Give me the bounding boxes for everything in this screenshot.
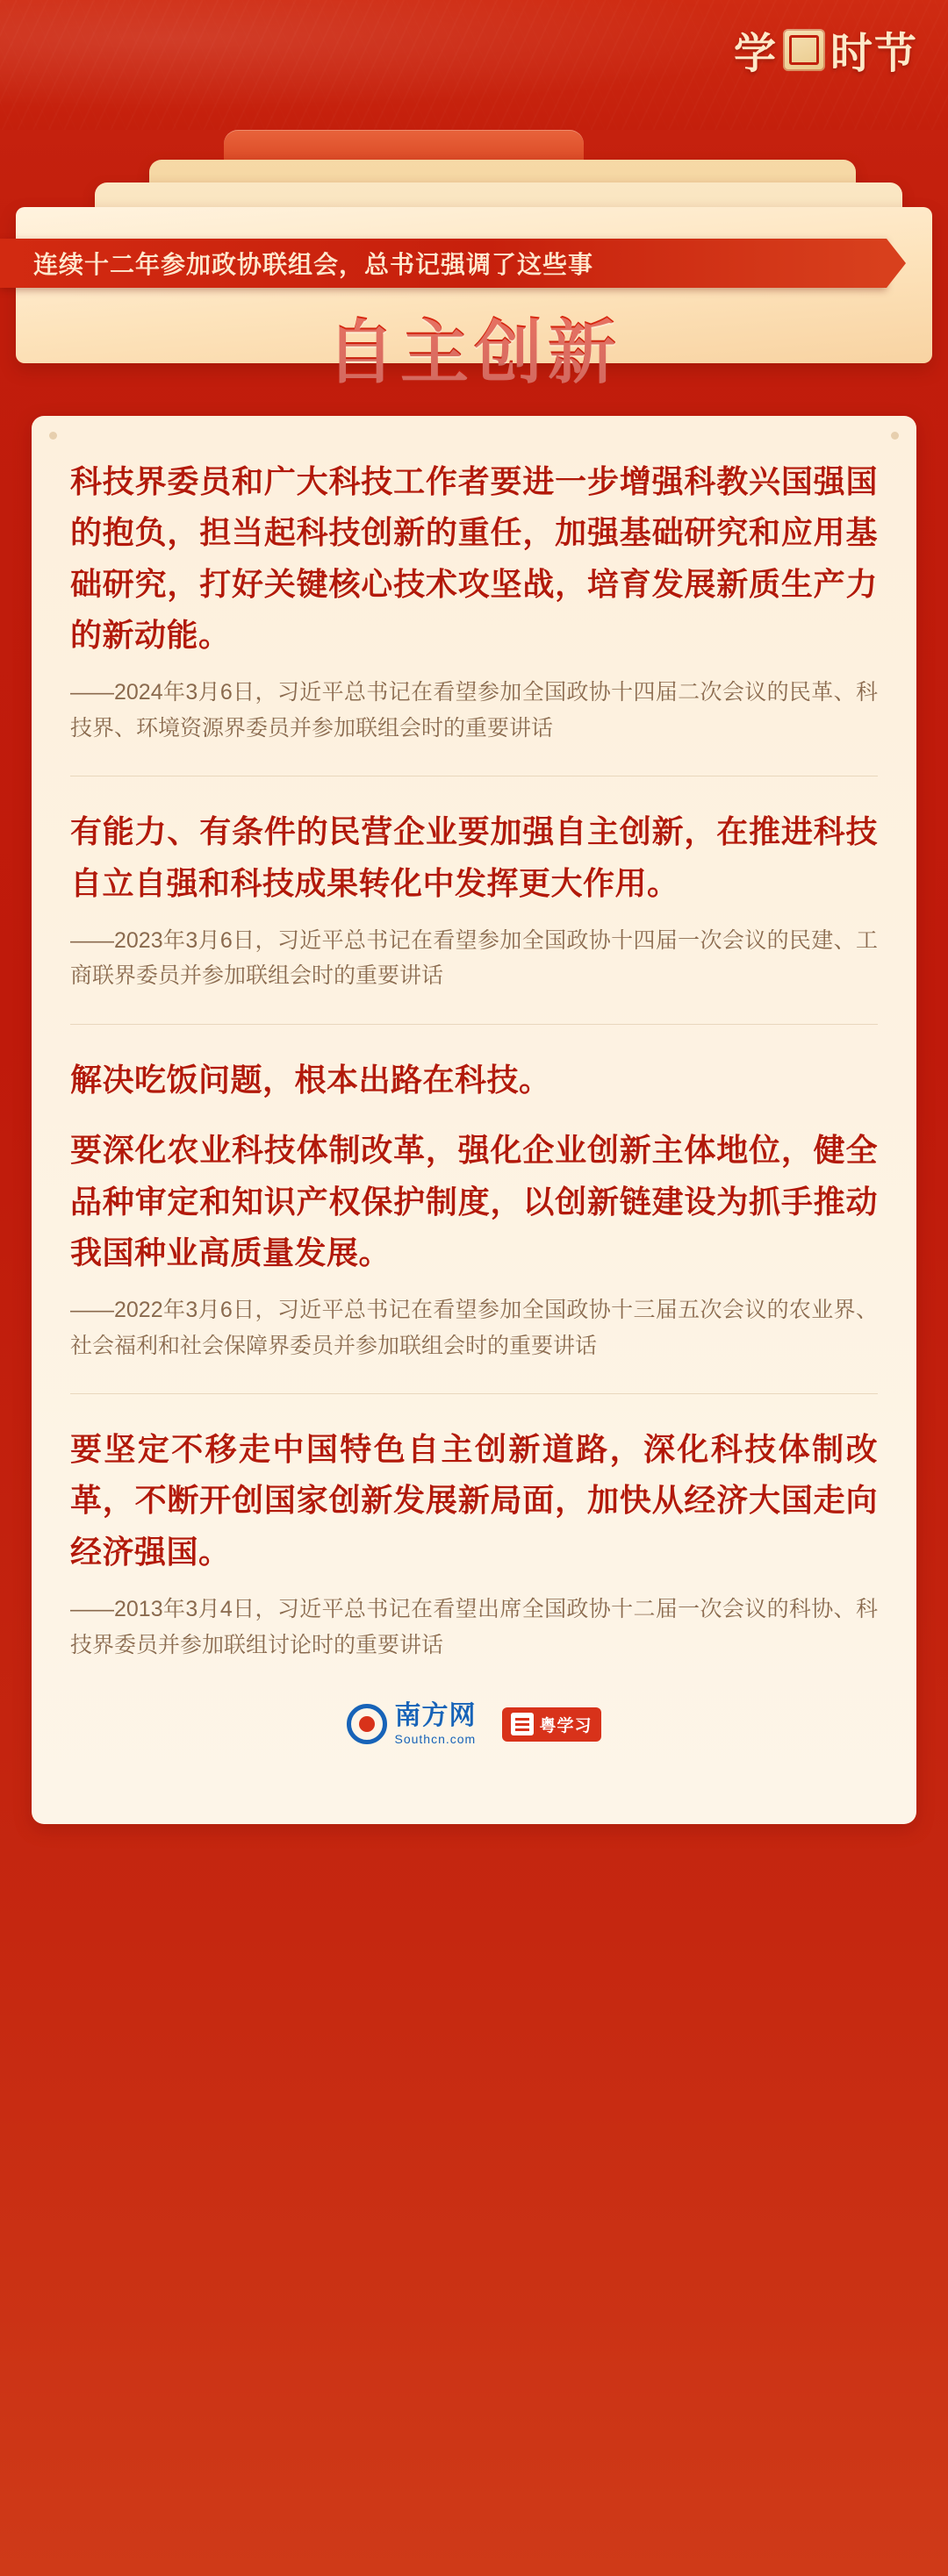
footer-logos bbox=[70, 1663, 878, 1789]
content-wrapper bbox=[0, 393, 948, 1824]
quote-text: 要深化农业科技体制改革，强化企业创新主体地位，健全品种审定和知识产权保护制度，以创新链建设为抓手推动我国种业高质量发展。 bbox=[70, 1132, 878, 1270]
southcn-wordmark bbox=[394, 1703, 476, 1745]
quote-block bbox=[70, 456, 878, 746]
quote-block bbox=[70, 776, 878, 994]
seal-icon bbox=[783, 29, 825, 71]
brand-text-left: 学 bbox=[733, 31, 778, 77]
yuexuexi-logo[interactable] bbox=[502, 1707, 600, 1742]
quote-text: 有能力、有条件的民营企业要加强自主创新，在推进科技自立自强和科技成果转化中发挥更大作用。 bbox=[70, 813, 878, 901]
subtitle-ribbon bbox=[0, 239, 887, 288]
southcn-logo[interactable] bbox=[347, 1703, 476, 1745]
quote-source: ——2024年3月6日，习近平总书记在看望参加全国政协十四届二次会议的民革、科技界、环境资源界委员并参加联组会时的重要讲话 bbox=[70, 680, 878, 741]
book-icon bbox=[511, 1713, 534, 1735]
quotes-card bbox=[32, 416, 916, 1824]
quote-text: 要坚定不移走中国特色自主创新道路，深化科技体制改革，不断开创国家创新发展新局面，加快从经济大国走向经济强国。 bbox=[70, 1431, 878, 1570]
quote-block bbox=[70, 1393, 878, 1663]
quote-block bbox=[70, 1024, 878, 1363]
quote-text: 解决吃饭问题，根本出路在科技。 bbox=[70, 1061, 551, 1098]
program-brand bbox=[734, 19, 918, 80]
yuexuexi-label: 粤学习 bbox=[539, 1716, 592, 1735]
southcn-name-cn: 南方网 bbox=[394, 1701, 477, 1731]
quote-source: ——2022年3月6日，习近平总书记在看望参加全国政协十三届五次会议的农业界、社会福利和社会保障界委员并参加联组会时的重要讲话 bbox=[70, 1298, 878, 1358]
quote-source: ——2023年3月6日，习近平总书记在看望参加全国政协十四届一次会议的民建、工商联界委员并参加联组会时的重要讲话 bbox=[70, 927, 878, 989]
cover-stack bbox=[0, 130, 948, 393]
page-title-text: 自主创新 bbox=[327, 297, 621, 395]
subtitle-text: 连续十二年参加政协联组会，总书记强调了这些事 bbox=[33, 251, 594, 278]
top-banner bbox=[0, 0, 948, 130]
page-title bbox=[0, 297, 948, 395]
quote-text: 科技界委员和广大科技工作者要进一步增强科教兴国强国的抱负，担当起科技创新的重任，加强基础研究和应用基础研究，打好关键核心技术攻坚战，培育发展新质生产力的新动能。 bbox=[70, 463, 878, 653]
southcn-name-en: Southcn.com bbox=[394, 1732, 477, 1747]
quote-source: ——2013年3月4日，习近平总书记在看望出席全国政协十二届一次会议的科协、科技界委员并参加联组讨论时的重要讲话 bbox=[70, 1597, 878, 1657]
brand-text-right: 时节 bbox=[830, 31, 918, 77]
ribbon-notch-icon bbox=[887, 239, 906, 288]
southcn-mark-icon bbox=[347, 1704, 387, 1744]
